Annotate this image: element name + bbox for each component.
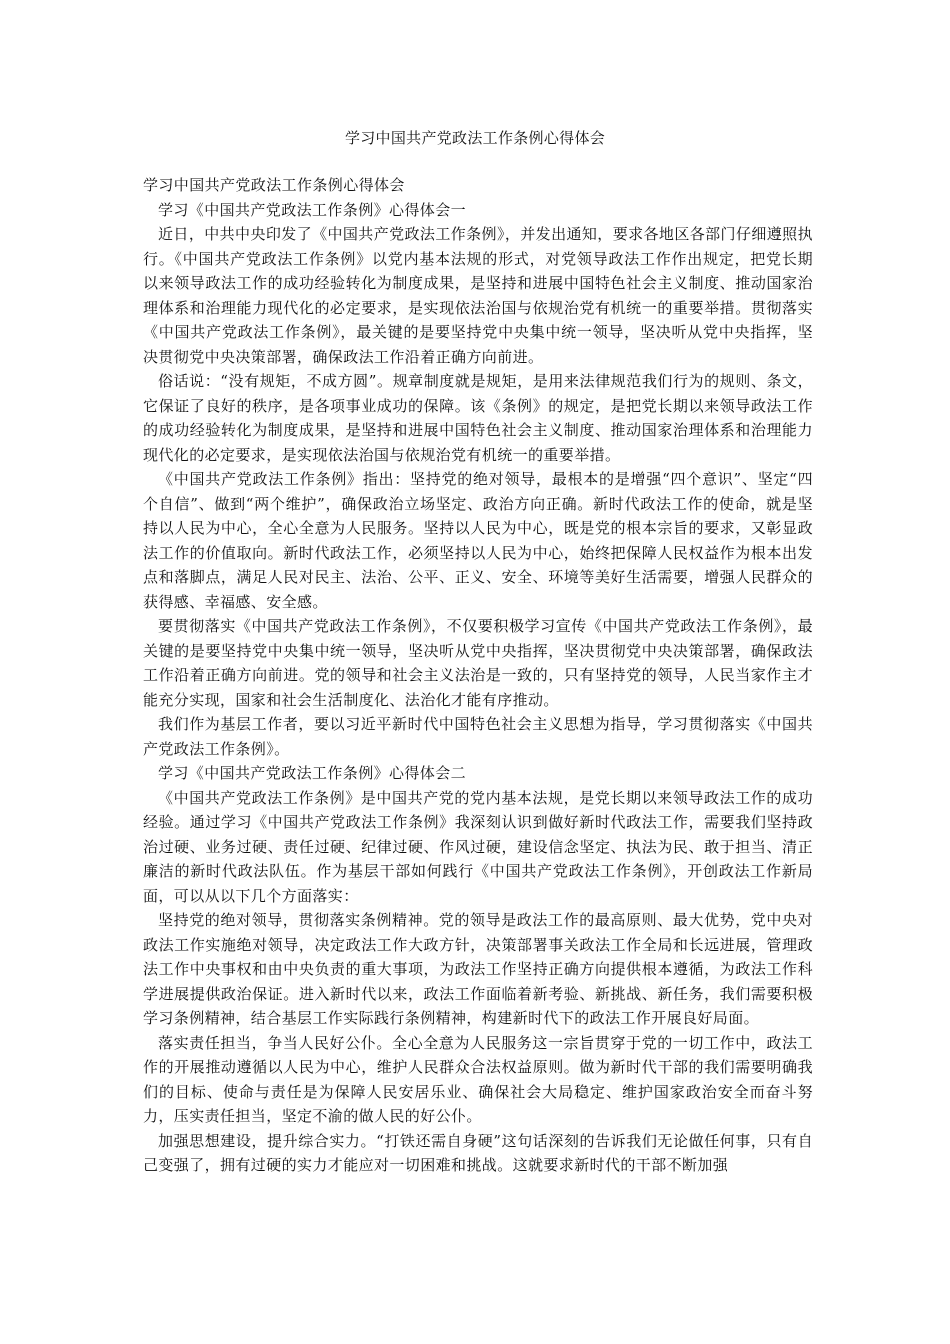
body-paragraph: 《中国共产党政法工作条例》是中国共产党的党内基本法规，是党长期以来领导政法工作的成功经验。通过学习《中国共产党政法工作条例》我深刻认识到做好新时代政法工作，需要我们坚持政治过硬、业务过硬、责任过硬、纪律过硬、作风过硬，建设信念坚定、执法为民、敢于担当、清正廉洁的新时代政法队伍。作为基层干部如何践行《中国共产党政法工作条例》，开创政法工作新局面，可以从以下几个方面落实：: [143, 788, 813, 905]
body-paragraph: 落实责任担当，争当人民好公仆。全心全意为人民服务这一宗旨贯穿于党的一切工作中，政法工作的开展推动遵循以人民为中心，维护人民群众合法权益原则。做为新时代干部的我们需要明确我们的目标、使命与责任是为保障人民安居乐业、确保社会大局稳定、维护国家政治安全而奋斗努力，压实责任担当，坚定不渝的做人民的好公仆。: [143, 1033, 813, 1125]
body-paragraph: 俗话说：“没有规矩，不成方圆”。规章制度就是规矩，是用来法律规范我们行为的规则、条文，它保证了良好的秩序，是各项事业成功的保障。该《条例》的规定，是把党长期以来领导政法工作的成功经验转化为制度成果，是坚持和进展中国特色社会主义制度、推动国家治理体系和治理能力现代化的必定要求，是实现依法治国与依规治党有机统一的重要举措。: [143, 372, 813, 464]
body-paragraph: 加强思想建设，提升综合实力。“打铁还需自身硬”这句话深刻的告诉我们无论做任何事，只有自己变强了，拥有过硬的实力才能应对一切困难和挑战。这就要求新时代的干部不断加强: [143, 1131, 813, 1174]
body-paragraph: 要贯彻落实《中国共产党政法工作条例》，不仅要积极学习宣传《中国共产党政法工作条例》，最关键的是要坚持党中央集中统一领导，坚决听从党中央指挥，坚决贯彻党中央决策部署，确保政法工作沿着正确方向前进。党的领导和社会主义法治是一致的，只有坚持党的领导，人民当家作主才能充分实现，国家和社会生活制度化、法治化才能有序推动。: [143, 617, 813, 709]
document-body: [143, 173, 813, 1178]
body-paragraph: 近日，中共中央印发了《中国共产党政法工作条例》，并发出通知，要求各地区各部门仔细遵照执行。《中国共产党政法工作条例》以党内基本法规的形式，对党领导政法工作作出规定，把党长期以来领导政法工作的成功经验转化为制度成果，是坚持和进展中国特色社会主义制度、推动国家治理体系和治理能力现代化的必定要求，是实现依法治国与依规治党有机统一的重要举措。贯彻落实《中国共产党政法工作条例》，最关键的是要坚持党中央集中统一领导，坚决听从党中央指挥，坚决贯彻党中央决策部署，确保政法工作沿着正确方向前进。: [143, 225, 813, 366]
body-paragraph: 学习中国共产党政法工作条例心得体会: [143, 176, 405, 194]
body-paragraph: 《中国共产党政法工作条例》指出：坚持党的绝对领导，最根本的是增强“四个意识”、坚定“四个自信”、做到“两个维护”，确保政治立场坚定、政治方向正确。新时代政法工作的使命，就是坚持以人民为中心，全心全意为人民服务。坚持以人民为中心，既是党的根本宗旨的要求，又彰显政法工作的价值取向。新时代政法工作，必须坚持以人民为中心，始终把保障人民权益作为根本出发点和落脚点，满足人民对民主、法治、公平、正义、安全、环境等美好生活需要，增强人民群众的获得感、幸福感、安全感。: [143, 470, 813, 611]
body-paragraph: 我们作为基层工作者，要以习近平新时代中国特色社会主义思想为指导，学习贯彻落实《中国共产党政法工作条例》。: [143, 715, 813, 758]
body-paragraph: 坚持党的绝对领导，贯彻落实条例精神。党的领导是政法工作的最高原则、最大优势，党中央对政法工作实施绝对领导，决定政法工作大政方针，决策部署事关政法工作全局和长远进展，管理政法工作中央事权和由中央负责的重大事项，为政法工作坚持正确方向提供根本遵循，为政法工作科学进展提供政治保证。进入新时代以来，政法工作面临着新考验、新挑战、新任务，我们需要积极学习条例精神，结合基层工作实际践行条例精神，构建新时代下的政法工作开展良好局面。: [143, 911, 813, 1027]
body-paragraph: 学习《中国共产党政法工作条例》心得体会一: [158, 200, 467, 219]
body-paragraph: 学习《中国共产党政法工作条例》心得体会二: [158, 764, 467, 782]
document-title: 学习中国共产党政法工作条例心得体会: [344, 129, 606, 147]
